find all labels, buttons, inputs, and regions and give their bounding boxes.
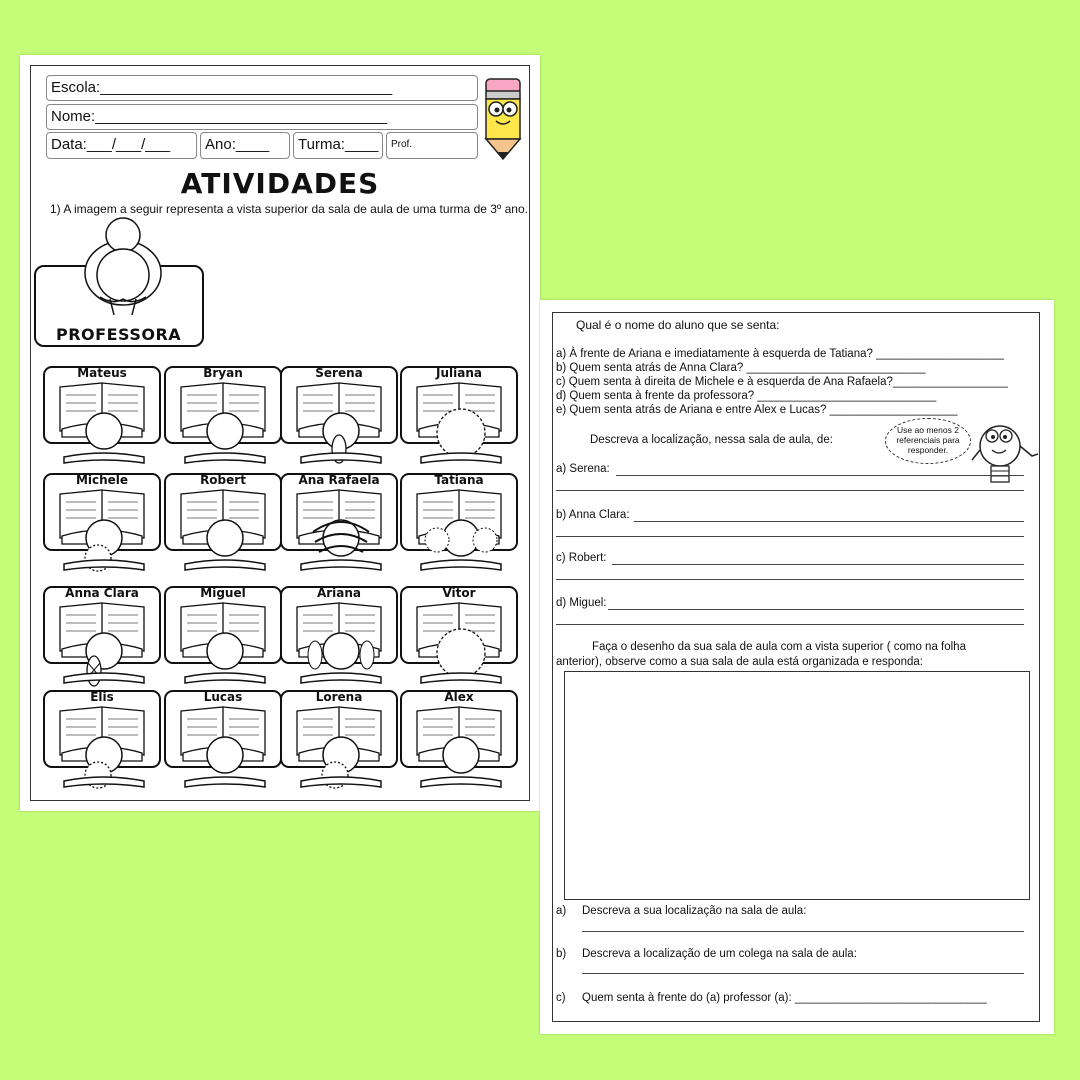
- draw-instruction-line-2: anterior), observe como a sua sala de aula está organizada e responda:: [556, 656, 923, 668]
- student-name: Lorena: [315, 690, 363, 704]
- question-e: e) Quem senta atrás de Ariana e entre Alex e Lucas? ____________________: [556, 404, 958, 416]
- final-b-text: Descreva a localização de um colega na sala de aula:: [582, 948, 857, 960]
- student-name: Lucas: [203, 690, 243, 704]
- student-desk: [163, 365, 283, 473]
- student-desk: [42, 365, 162, 473]
- student-name: Vitor: [442, 586, 476, 600]
- student-name: Bryan: [203, 366, 243, 380]
- desk-illustration: [163, 472, 283, 580]
- question-c: c) Quem senta à direita de Michele e à esquerda de Ana Rafaela?__________________: [556, 376, 1009, 388]
- desk-illustration: [399, 585, 519, 693]
- worksheet-page-2: [540, 300, 1054, 1034]
- student-desk: [399, 365, 519, 473]
- answer-line[interactable]: [582, 973, 1024, 974]
- intro-question: Qual é o nome do aluno que se senta:: [576, 318, 780, 332]
- describe-heading: Descreva a localização, nessa sala de aula, de:: [590, 434, 833, 446]
- student-desk: [42, 472, 162, 580]
- student-name: Alex: [444, 690, 474, 704]
- answer-line[interactable]: [634, 521, 1024, 522]
- student-desk: [163, 689, 283, 797]
- desk-illustration: [399, 365, 519, 473]
- student-desk: [279, 689, 399, 797]
- final-c-text: Quem senta à frente do (a) professor (a): ______________________________: [582, 992, 987, 1004]
- question-a: a) À frente de Ariana e imediatamente à esquerda de Tatiana? ____________________: [556, 348, 1005, 360]
- final-b-letter: b): [556, 948, 567, 960]
- desk-illustration: [163, 689, 283, 797]
- final-a-text: Descreva a sua localização na sala de aula:: [582, 905, 807, 917]
- answer-line[interactable]: [582, 931, 1024, 932]
- ano-field[interactable]: Ano:____: [200, 132, 290, 159]
- student-name: Ana Rafaela: [298, 473, 380, 487]
- describe-serena-label: a) Serena:: [556, 463, 610, 475]
- answer-line[interactable]: [556, 579, 1024, 580]
- question-b: b) Quem senta atrás de Anna Clara? ____________________________: [556, 362, 926, 374]
- answer-line[interactable]: [556, 490, 1024, 491]
- drawing-area[interactable]: [564, 671, 1030, 900]
- hint-bubble: Use ao menos 2 referenciais para responder.: [885, 418, 971, 464]
- student-desk: [279, 365, 399, 473]
- answer-line[interactable]: [608, 609, 1024, 610]
- turma-field[interactable]: Turma:____: [293, 132, 383, 159]
- student-name: Miguel: [200, 586, 246, 600]
- student-desk: [399, 472, 519, 580]
- student-name: Anna Clara: [65, 586, 139, 600]
- desk-illustration: [42, 585, 162, 693]
- student-name: Tatiana: [434, 473, 484, 487]
- answer-line[interactable]: [616, 475, 1024, 476]
- student-desk: [42, 689, 162, 797]
- describe-robert-label: c) Robert:: [556, 552, 607, 564]
- desk-illustration: [279, 585, 399, 693]
- student-name: Mateus: [77, 366, 127, 380]
- student-desk: [399, 689, 519, 797]
- desk-illustration: [279, 689, 399, 797]
- desk-illustration: [279, 472, 399, 580]
- student-desk: [163, 472, 283, 580]
- desk-illustration: [399, 472, 519, 580]
- student-name: Ariana: [316, 586, 362, 600]
- page-title: ATIVIDADES: [180, 167, 380, 200]
- draw-instruction-line-1: Faça o desenho da sua sala de aula com a vista superior ( como na folha: [592, 641, 966, 653]
- nome-field[interactable]: Nome:___________________________________: [46, 104, 478, 130]
- data-field[interactable]: Data:___/___/___: [46, 132, 197, 159]
- describe-anna-clara-label: b) Anna Clara:: [556, 509, 630, 521]
- student-desk: [42, 585, 162, 693]
- desk-illustration: [42, 365, 162, 473]
- student-name: Juliana: [436, 366, 482, 380]
- desk-illustration: [42, 472, 162, 580]
- student-desk: [399, 585, 519, 693]
- describe-miguel-label: d) Miguel:: [556, 597, 607, 609]
- student-name: Robert: [200, 473, 246, 487]
- student-desk: [279, 585, 399, 693]
- student-desk: [279, 472, 399, 580]
- lightbulb-mascot-icon: [970, 416, 1042, 496]
- final-c-letter: c): [556, 992, 566, 1004]
- desk-illustration: [279, 365, 399, 473]
- student-desk: [163, 585, 283, 693]
- desk-illustration: [163, 585, 283, 693]
- worksheet-page-1: [20, 55, 540, 811]
- desk-illustration: [163, 365, 283, 473]
- student-name: Elis: [90, 690, 114, 704]
- question-1-text: 1) A imagem a seguir representa a vista superior da sala de aula de uma turma de 3º ano.: [50, 202, 528, 216]
- teacher-figure-icon: [78, 215, 168, 323]
- answer-line[interactable]: [556, 536, 1024, 537]
- escola-field[interactable]: Escola:___________________________________: [46, 75, 478, 101]
- desk-illustration: [42, 689, 162, 797]
- student-name: Serena: [315, 366, 363, 380]
- student-name: Michele: [75, 473, 129, 487]
- desk-illustration: [399, 689, 519, 797]
- final-a-letter: a): [556, 905, 567, 917]
- pencil-mascot-icon: [478, 75, 528, 163]
- prof-field[interactable]: Prof.: [386, 132, 478, 159]
- teacher-label: PROFESSORA: [56, 325, 182, 344]
- answer-line[interactable]: [612, 564, 1024, 565]
- question-d: d) Quem senta à frente da professora? ____________________________: [556, 390, 937, 402]
- answer-line[interactable]: [556, 624, 1024, 625]
